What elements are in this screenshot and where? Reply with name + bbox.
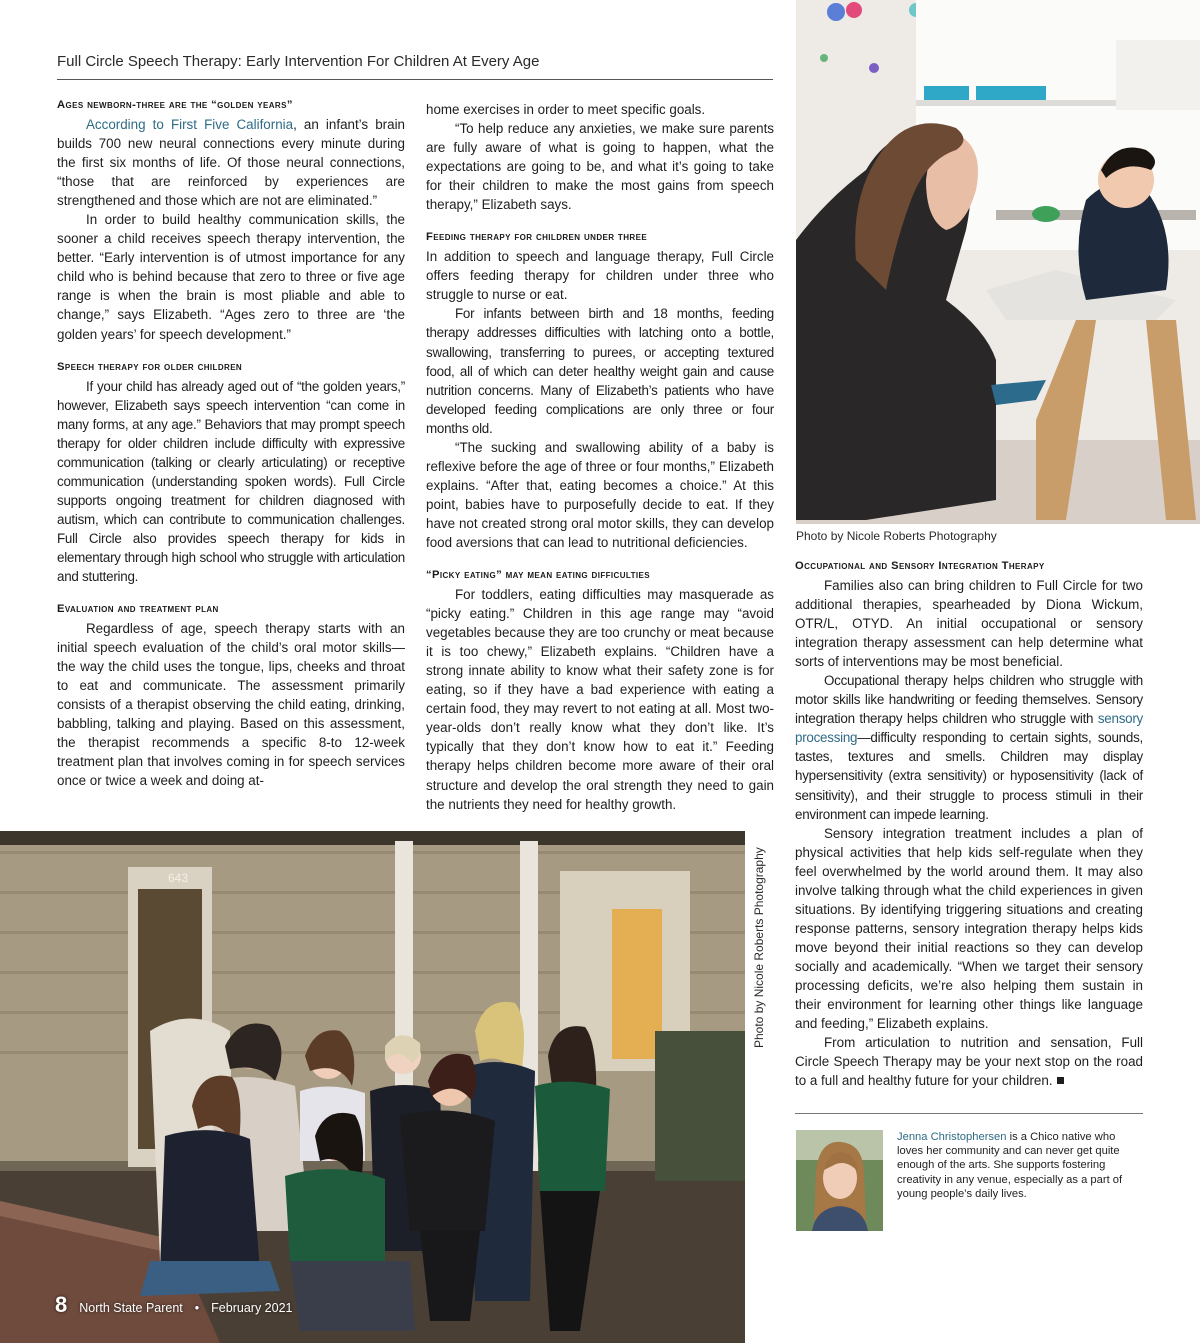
feeding-photo-illustration: [796, 0, 1200, 524]
headshot-illustration: [796, 1130, 883, 1231]
paragraph: Sensory integration treatment includes a plan of physical activities that help kids self-regulate when they feel overwhelmed by the world around them. It may also involve talking through what the child experiences in given situations. By identifying triggering situations and creating response patterns, sensory integration therapy helps kids move beyond their initial reactions so they can develop socially and academically. “When we target their sensory processing deficits, we’re also helping them sustain in their environment for learning other things like language and feeding,” Elizabeth explains.: [795, 825, 1143, 1032]
running-title: Full Circle Speech Therapy: Early Intervention For Children At Every Age: [57, 53, 540, 70]
footer-separator: •: [194, 1301, 200, 1315]
paragraph: [795, 1033, 1143, 1090]
section-heading-older-children: Speech therapy for older children: [57, 360, 243, 373]
paragraph: In addition to speech and language therapy, Full Circle offers feeding therapy for children under three who struggle to nurse or eat.: [426, 249, 774, 303]
first-five-california-link[interactable]: According to First Five California: [86, 117, 294, 132]
page-number: 8: [55, 1292, 68, 1317]
paragraph: Families also can bring children to Full Circle for two additional therapies, spearheaded by Diona Wickum, OTR/L, OTYD. An initial occupational or sensory integration therapy assessment can help determine what sorts of interventions may be most beneficial.: [795, 578, 1143, 670]
author-headshot: [796, 1130, 883, 1231]
paragraph-text: Occupational therapy helps children who struggle with motor skills like handwriting or feeding themselves. Sensory integration therapy helps children who struggle with: [795, 673, 1143, 727]
paragraph: [57, 115, 405, 210]
section-heading-feeding-therapy: Feeding therapy for children under three: [426, 231, 648, 244]
section-heading-golden-years: Ages newborn-three are the “golden years”: [57, 99, 293, 111]
section-heading-picky-eating: “Picky eating” may mean eating difficulties: [426, 569, 650, 582]
header-rule: [57, 79, 773, 80]
end-of-article-mark: [1057, 1077, 1064, 1084]
article-column-2: [426, 100, 774, 814]
photo-therapist-feeding-toddler: [796, 0, 1200, 524]
paragraph-text: From articulation to nutrition and sensation, Full Circle Speech Therapy may be your next stop on the road to a full and healthy future for your children.: [795, 1035, 1143, 1089]
bio-rule: [795, 1113, 1143, 1114]
door-number: 643: [168, 871, 189, 885]
page-footer: [55, 1292, 292, 1318]
paragraph: For infants between birth and 18 months, feeding therapy addresses difficulties with latching onto a bottle, swallowing, transferring to purees, or accepting textured food, all of which can deter healthy weight gain and cause nutrition concerns. Many of Elizabeth’s patients who have developed feeding complications are only three or four months old.: [426, 306, 774, 436]
paragraph: For toddlers, eating difficulties may masquerade as “picky eating.” Children in this age range may “avoid vegetables because they are too crunchy or meat because it is too chewy,” Elizabeth explains. “Children have a strong innate ability to know what their safety zone is for eating, so if they have a bad experience with eating a certain food, they may revert to not eating at all. Most two-year-olds don’t really know what they don’t like. It’s typically that they don’t know how to eat it.” Feeding therapy helps children become more aware of their oral structure and develop the oral strength they need to gain the nutrients they need for healthy growth.: [426, 587, 774, 812]
feeding-photo-caption: Photo by Nicole Roberts Photography: [796, 529, 997, 543]
paragraph: In order to build healthy communication skills, the sooner a child receives speech therapy intervention, the better. “Early intervention is of utmost importance for any child who is behind because that zero to three or five age range is when the brain is most pliable and able to change,” says Elizabeth. “Ages zero to three are ‘the golden years’ for speech development.”: [57, 212, 405, 342]
issue-date: February 2021: [211, 1301, 293, 1315]
author-bio: [897, 1130, 1143, 1201]
paragraph: Regardless of age, speech therapy starts with an initial speech evaluation of the child’s oral motor skills—the way the child uses the tongue, lips, cheeks and throat to eat and communicate. The assessment primarily consists of a therapist observing the child eating, drinking, babbling, talking and playing. Based on this assessment, the therapist recommends a specific 8-to 12-week treatment plan that involves coming in for speech services once or twice a week and doing at-: [57, 621, 405, 789]
article-column-3: [795, 557, 1143, 1090]
paragraph-text: , an infant’s brain builds 700 new neural connections every minute during the first six months of life. Of those neural connections, “those that are reinforced by experiences are strengthened and those which are not are eliminated.”: [57, 117, 406, 209]
paragraph: home exercises in order to meet specific goals.: [426, 102, 706, 117]
sensory-processing-link[interactable]: sensory processing: [795, 711, 1143, 746]
section-heading-evaluation: Evaluation and treatment plan: [57, 603, 219, 616]
photo-full-circle-team: [0, 831, 745, 1343]
author-bio-text: is a Chico native who loves her community and can never get quite enough of the arts. She supports fostering creativity in any venue, especially as a part of young people’s daily lives.: [897, 1131, 1123, 1200]
paragraph: “To help reduce any anxieties, we make sure parents are fully aware of what is going to happen, what the expectations are going to be, and what it’s going to take for their children to make the most gains from speech therapy,” Elizabeth says.: [426, 121, 774, 213]
team-photo-illustration: [0, 831, 745, 1343]
section-heading-occupational-therapy: Occupational and Sensory Integration Therapy: [795, 560, 1045, 572]
paragraph-text: —difficulty responding to certain sights, sounds, tastes, textures and smells. Children may display hypersensitivity (extra sensitivity) or hyposensitivity (lack of sensitivity), and their struggle to process stimuli in their environment can impede learning.: [795, 730, 1143, 822]
paragraph: If your child has already aged out of “the golden years,” however, Elizabeth says speech intervention “can come in many forms, at any age.” Behaviors that may prompt speech therapy for older children include difficulty with expressive communication (talking or clearly articulating) or receptive communication (understanding spoken words). Full Circle supports ongoing treatment for children diagnosed with autism, which can contribute to communication challenges. Full Circle also provides speech therapy for kids in elementary through high school who struggle with articulation and stuttering.: [57, 378, 405, 585]
article-column-1: [57, 96, 405, 791]
publication-name: North State Parent: [79, 1301, 183, 1315]
team-photo-caption: Photo by Nicole Roberts Photography: [752, 847, 766, 1048]
paragraph: [795, 671, 1143, 823]
author-name-link[interactable]: Jenna Christophersen: [897, 1131, 1007, 1143]
paragraph: “The sucking and swallowing ability of a baby is reflexive before the age of three or four months,” Elizabeth explains. “After that, eating becomes a choice.” At this point, babies have to purposefully decide to eat. If they have not created strong oral motor skills, they can develop food aversions that can lead to nutritional deficiencies.: [426, 439, 774, 550]
